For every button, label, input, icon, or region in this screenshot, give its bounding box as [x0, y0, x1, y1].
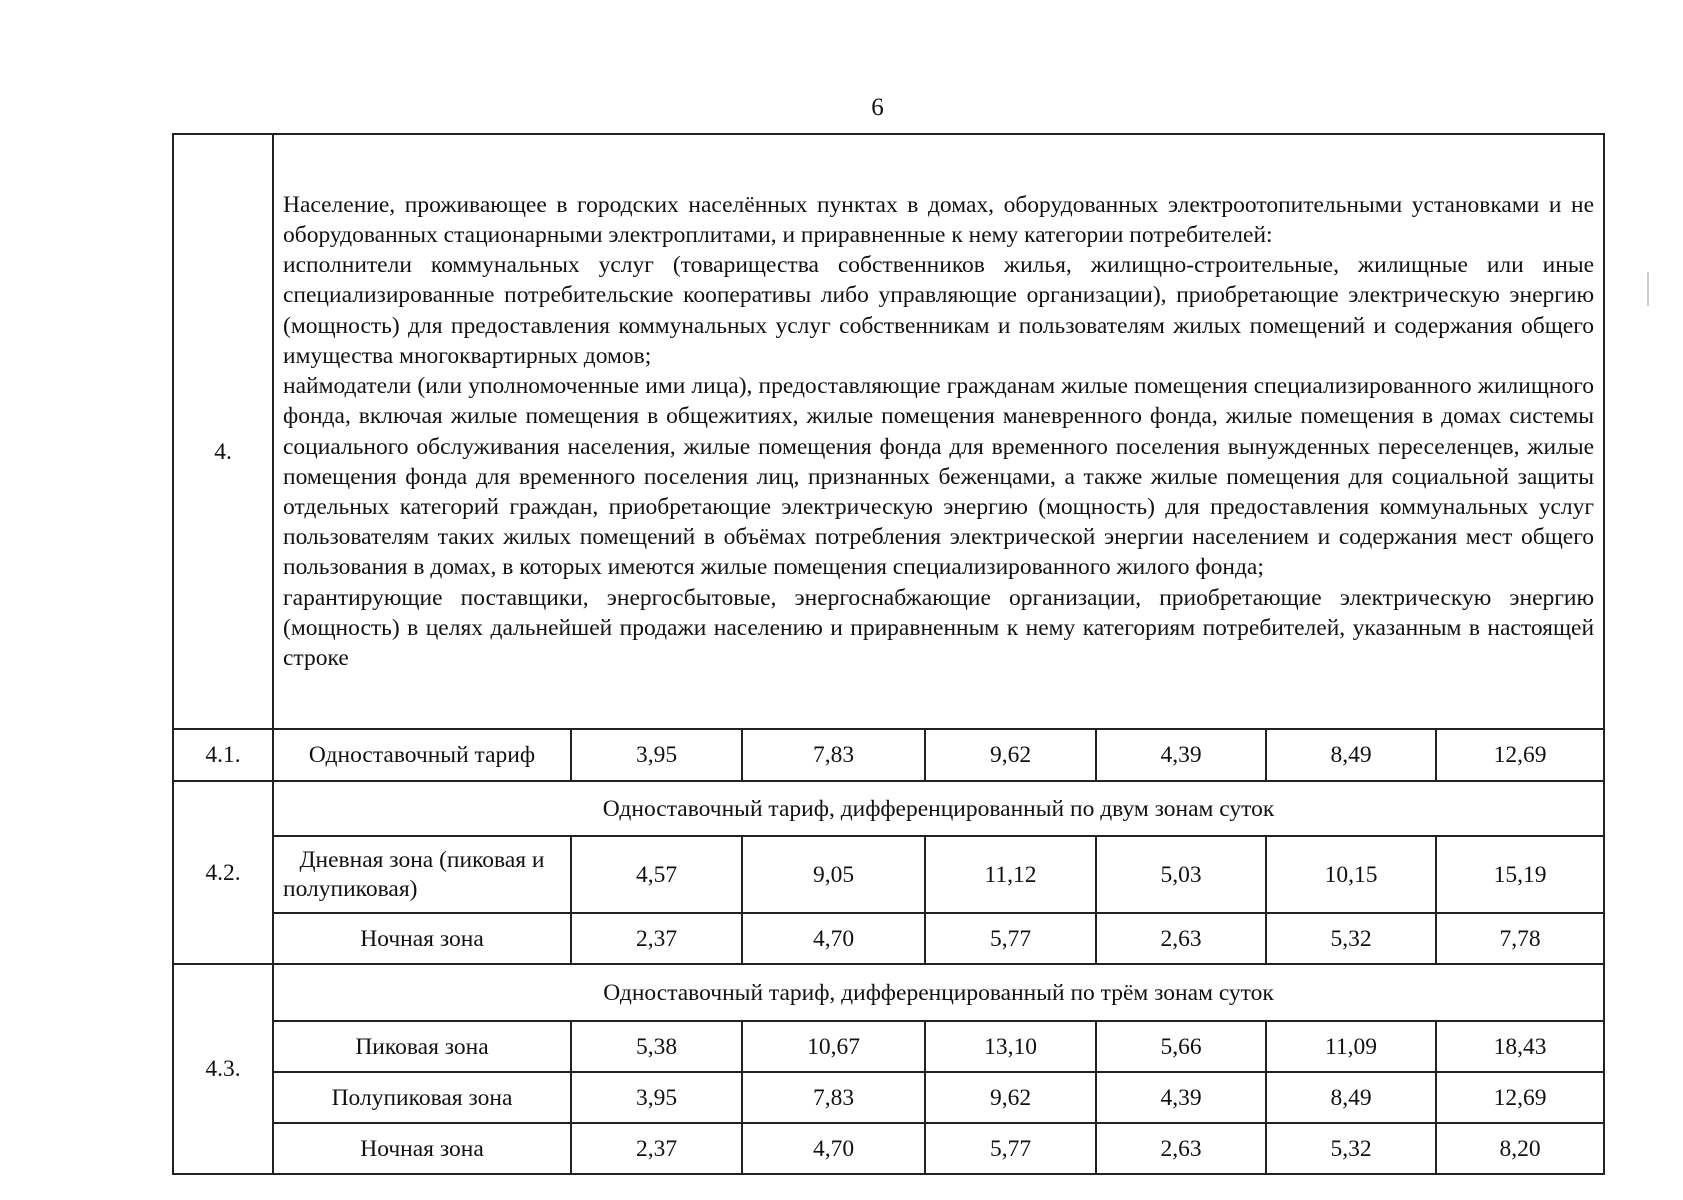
tariff-value: 2,37: [571, 913, 742, 964]
section-row: [173, 134, 1604, 729]
tariff-value: 4,39: [1096, 729, 1266, 781]
zone-label: Дневная зона (пиковая и полупиковая): [273, 836, 571, 913]
tariff-value: 8,49: [1266, 729, 1436, 781]
tariff-value: 5,32: [1266, 1123, 1436, 1174]
description-paragraph: исполнители коммунальных услуг (товарищества собственников жилья, жилищно-строительные, жилищные или иные специализированные потребительские кооперативы либо управляющие организации), приобретающие электрическую энергию (мощность) для предоставления коммунальных услуг собственникам и пользователям жилых помещений и содержания общего имущества многоквартирных домов;: [283, 252, 1595, 369]
row-label: Одноставочный тариф: [273, 729, 571, 781]
tariff-table: [172, 133, 1605, 1175]
zone-label: Пиковая зона: [273, 1021, 571, 1072]
tariff-value: 5,38: [571, 1021, 742, 1072]
tariff-value: 9,62: [925, 1072, 1096, 1123]
table-row: [173, 781, 1604, 836]
tariff-value: 18,43: [1436, 1021, 1604, 1072]
tariff-value: 2,37: [571, 1123, 742, 1174]
table-row: [173, 729, 1604, 781]
row-header: Одноставочный тариф, дифференцированный по трём зонам суток: [273, 964, 1604, 1021]
description-paragraph: Население, проживающее в городских населённых пунктах в домах, оборудованных электроотопительными установками и не оборудованных стационарными электроплитами, и приравненные к нему категории потребителей:: [283, 191, 1595, 249]
section-number: 4.: [173, 134, 273, 729]
row-number: 4.2.: [173, 781, 273, 964]
tariff-value: 11,12: [925, 836, 1096, 913]
tariff-value: 7,78: [1436, 913, 1604, 964]
page-number: 6: [871, 94, 884, 121]
tariff-value: 8,49: [1266, 1072, 1436, 1123]
description-paragraph: наймодатели (или уполномоченные ими лица), предоставляющие гражданам жилые помещения специализированного жилищного фонда, включая жилые помещения в общежитиях, жилые помещения маневренного фонда, жилые помещения в домах системы социального обслуживания населения, жилые помещения фонда для временного поселения вынужденных переселенцев, жилые помещения фонда для временного поселения лиц, признанных беженцами, а также жилые помещения для социальной защиты отдельных категорий граждан, приобретающие электрическую энергию (мощность) для предоставления коммунальных услуг пользователям таких жилых помещений в объёмах потребления электрической энергии населением и содержания мест общего пользования в домах, в которых имеются жилые помещения специализированного жилого фонда;: [283, 373, 1595, 581]
description-paragraph: гарантирующие поставщики, энергосбытовые, энергоснабжающие организации, приобретающие электрическую энергию (мощность) в целях дальнейшей продажи населению и приравненным к нему категориям потребителей, указанным в настоящей строке: [283, 584, 1595, 671]
tariff-value: 11,09: [1266, 1021, 1436, 1072]
scan-mark: [1647, 272, 1649, 306]
tariff-value: 9,05: [742, 836, 925, 913]
tariff-value: 8,20: [1436, 1123, 1604, 1174]
tariff-value: 4,70: [742, 913, 925, 964]
tariff-value: 2,63: [1096, 1123, 1266, 1174]
zone-label: Ночная зона: [273, 1123, 571, 1174]
tariff-value: 4,70: [742, 1123, 925, 1174]
tariff-value: 4,39: [1096, 1072, 1266, 1123]
tariff-value: 5,03: [1096, 836, 1266, 913]
table-row: [173, 964, 1604, 1021]
table-row: [173, 1021, 1604, 1072]
tariff-value: 7,83: [742, 1072, 925, 1123]
tariff-value: 15,19: [1436, 836, 1604, 913]
row-number: 4.3.: [173, 964, 273, 1174]
tariff-value: 9,62: [925, 729, 1096, 781]
tariff-value: 4,57: [571, 836, 742, 913]
table-row: [173, 1072, 1604, 1123]
zone-label: Полупиковая зона: [273, 1072, 571, 1123]
tariff-value: 5,32: [1266, 913, 1436, 964]
table-row: [173, 913, 1604, 964]
tariff-value: 10,67: [742, 1021, 925, 1072]
tariff-value: 10,15: [1266, 836, 1436, 913]
tariff-value: 5,66: [1096, 1021, 1266, 1072]
tariff-value: 7,83: [742, 729, 925, 781]
tariff-value: 12,69: [1436, 729, 1604, 781]
tariff-value: 2,63: [1096, 913, 1266, 964]
tariff-value: 3,95: [571, 1072, 742, 1123]
tariff-value: 5,77: [925, 913, 1096, 964]
tariff-value: 5,77: [925, 1123, 1096, 1174]
tariff-value: 13,10: [925, 1021, 1096, 1072]
table-row: [173, 836, 1604, 913]
row-number: 4.1.: [173, 729, 273, 781]
tariff-value: 12,69: [1436, 1072, 1604, 1123]
section-description: [273, 134, 1604, 729]
row-header: Одноставочный тариф, дифференцированный по двум зонам суток: [273, 781, 1604, 836]
zone-label: Ночная зона: [273, 913, 571, 964]
table-row: [173, 1123, 1604, 1174]
tariff-value: 3,95: [571, 729, 742, 781]
